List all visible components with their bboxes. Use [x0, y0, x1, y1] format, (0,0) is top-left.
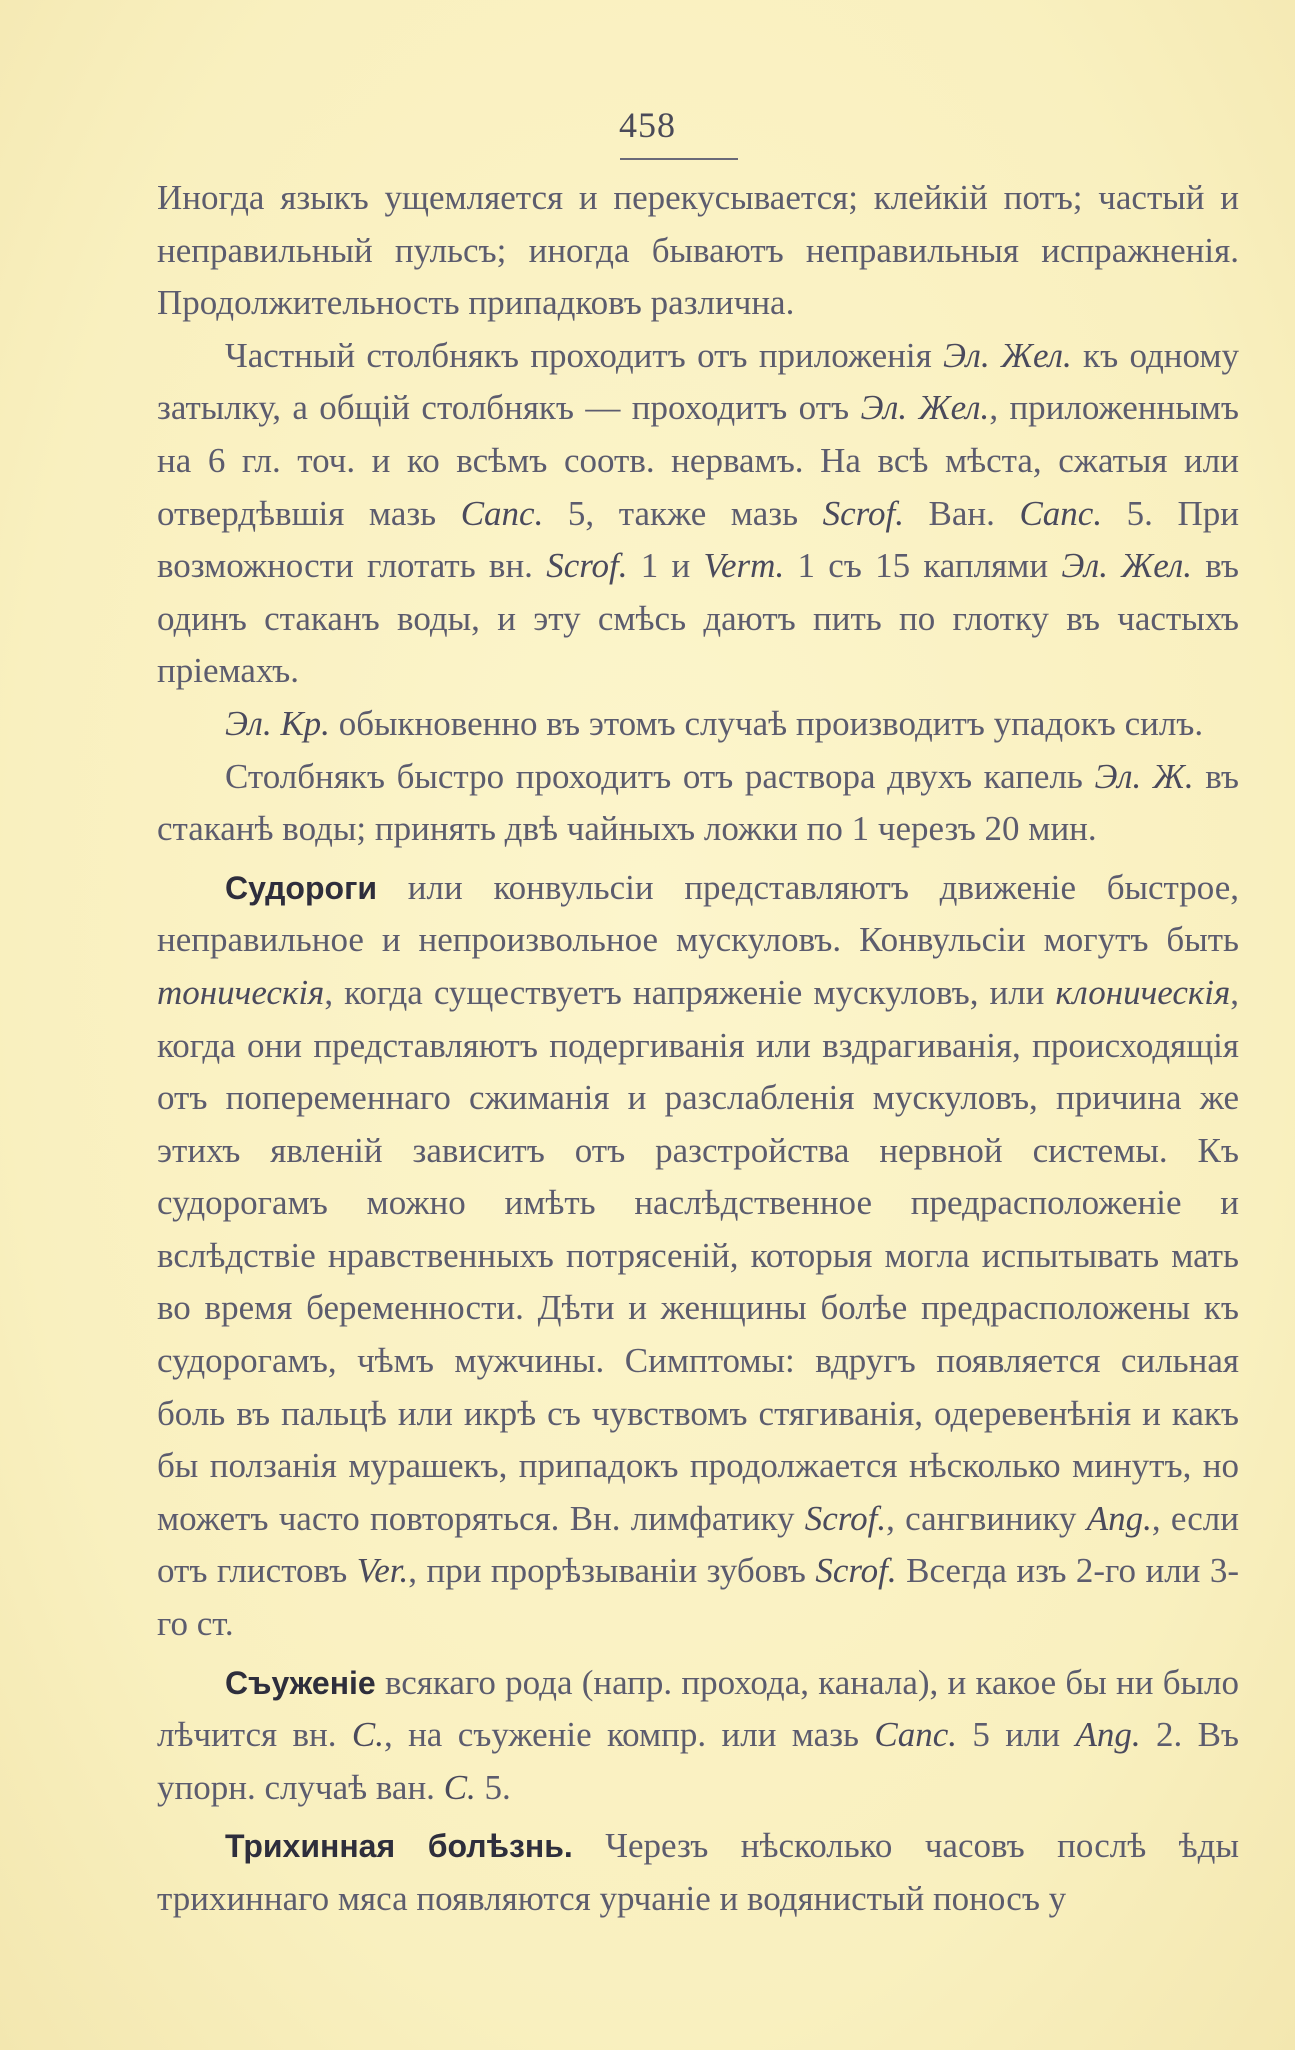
remedy-name: Verm. — [703, 546, 785, 586]
page-number-underline — [620, 158, 738, 160]
remedy-name: Ver. — [356, 1551, 409, 1591]
text-run: , на съуженіе компр. или мазь — [383, 1715, 875, 1755]
remedy-name: Scrof. — [822, 493, 904, 533]
text-run: 1 съ 15 каплями — [784, 546, 1062, 586]
text-run: 5, также мазь — [543, 493, 823, 533]
text-run: Столбнякъ быстро проходитъ отъ раствора двухъ капель — [225, 756, 1095, 796]
text-run: обыкновенно въ этомъ случаѣ производитъ упадокъ силъ. — [329, 703, 1204, 743]
entry-heading: Трихинная болѣзнь. — [225, 1828, 573, 1865]
remedy-name: Эл. Жел. — [860, 388, 990, 428]
text-run: 5. При возможности глотать вн. — [157, 493, 1239, 586]
remedy-name: C. — [443, 1767, 476, 1807]
emphasis-term: тоническія — [157, 972, 325, 1012]
paragraph-tetanus-treatment — [157, 330, 1239, 698]
text-run: , сангвинику — [886, 1498, 1087, 1538]
remedy-name: Canc. — [1019, 493, 1103, 533]
text-run: къ одному затылку, а общій столбнякъ — проходитъ отъ — [157, 335, 1239, 428]
remedy-name: Ang. — [1086, 1498, 1152, 1538]
text-run: , при прорѣзываніи зубовъ — [408, 1551, 816, 1591]
remedy-name: Эл. Ж. — [1094, 756, 1194, 796]
text-run: 5 или — [957, 1715, 1076, 1755]
remedy-name: Scrof. — [815, 1551, 897, 1591]
entry-heading: Судороги — [225, 869, 378, 906]
remedy-name: Ang. — [1075, 1715, 1141, 1755]
text-run: Ван. — [903, 493, 1020, 533]
remedy-name: Эл. Жел. — [943, 335, 1072, 375]
remedy-name: Scrof. — [546, 546, 628, 586]
paragraph-seizure-symptoms — [157, 172, 1239, 330]
text-run: 1 и — [627, 546, 704, 586]
remedy-name: Эл. Жел. — [1061, 546, 1192, 586]
text-run: Всегда изъ 2-го или 3-го ст. — [157, 1551, 1239, 1644]
entry-convulsions — [157, 862, 1239, 1651]
emphasis-term: клоническія — [1055, 972, 1231, 1012]
text-run: , приложеннымъ на 6 гл. точ. и ко всѣмъ соотв. нервамъ. На всѣ мѣста, сжатыя или отвердѣвшія мазь — [157, 388, 1239, 533]
remedy-name: Canc. — [874, 1715, 957, 1755]
text-run: Черезъ нѣсколько часовъ послѣ ѣды трихиннаго мяса появляются урчаніе и водянистый поносъ у — [157, 1826, 1240, 1918]
text-run: Иногда языкъ ущемляется и перекусывается; клейкій потъ; частый и неправильный пульсъ; иногда бываютъ неправильныя испражненія. Продолжительность припадковъ различна. — [157, 178, 1239, 323]
text-run: , когда существуетъ напряженіе мускуловъ, или — [324, 972, 1056, 1012]
paragraph-tetanus-quick — [157, 751, 1239, 856]
remedy-name: Scrof. — [804, 1498, 887, 1538]
text-run: въ стаканѣ воды; принять двѣ чайныхъ ложки по 1 черезъ 20 мин. — [157, 756, 1239, 849]
text-run: , если отъ глистовъ — [157, 1498, 1240, 1591]
entry-stricture — [157, 1657, 1239, 1815]
remedy-name: Эл. Кр. — [225, 703, 330, 743]
text-run: или конвульсіи представляютъ движеніе быстрое, неправильное и непроизвольное мускуловъ. Конвульсіи могутъ быть — [157, 867, 1239, 960]
text-run: всякаго рода (напр. прохода, канала), и какое бы ни было лѣчится вн. — [157, 1662, 1239, 1755]
remedy-name: C. — [351, 1715, 384, 1755]
entry-trichinosis — [157, 1820, 1239, 1925]
text-run: въ одинъ стаканъ воды, и эту смѣсь даютъ пить по глотку въ частыхъ пріемахъ. — [157, 546, 1240, 691]
text-run: Частный столбнякъ проходитъ отъ приложенія — [225, 335, 943, 375]
page-number: 458 — [619, 105, 676, 145]
body-text — [157, 172, 1239, 1926]
entry-heading: Съуженіе — [225, 1664, 376, 1701]
text-run: 5. — [475, 1767, 511, 1807]
paragraph-el-kr-note — [157, 698, 1239, 751]
text-run: , когда они представляютъ подергиванія или вздрагиванія, происходящія отъ попеременнаго сжиманія и разслабленія мускуловъ, причина же этихъ явленій зависитъ отъ разстройства нервной системы. Къ судорогамъ можно имѣть наслѣдственное предрасположеніе и вслѣдствіе нравственныхъ потрясеній, которыя могла испытывать мать во время беременности. Дѣти и женщины болѣе предрасположены къ судорогамъ, чѣмъ мужчины. Симптомы: вдругъ появляется сильная боль въ пальцѣ или икрѣ съ чувствомъ стягиванія, одеревенѣнія и какъ бы ползанія мурашекъ, припадокъ продолжается нѣсколько минутъ, но можетъ часто повторяться. Вн. лимфатику — [157, 972, 1239, 1538]
text-run: 2. Въ упорн. случаѣ ван. — [157, 1715, 1240, 1807]
remedy-name: Canc. — [460, 493, 544, 533]
